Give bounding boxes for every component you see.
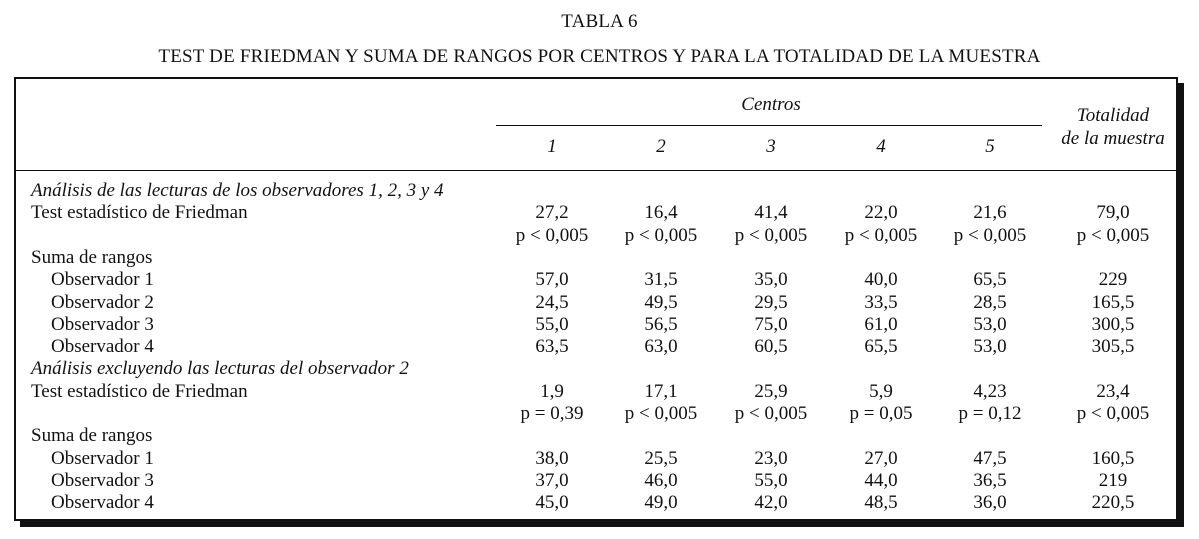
header-column-3: 3 bbox=[766, 136, 776, 157]
cell-value: 22,0 bbox=[864, 202, 898, 224]
header-column-1: 1 bbox=[547, 136, 557, 157]
row-label: Test estadístico de Friedman bbox=[31, 202, 248, 224]
cell-value: 1,9 bbox=[540, 380, 564, 402]
cell-value: 17,1 bbox=[644, 380, 678, 402]
cell-value: 65,5 bbox=[973, 269, 1007, 291]
table-row bbox=[16, 425, 1176, 447]
cell-value: 55,0 bbox=[754, 469, 788, 491]
row-label: Observador 2 bbox=[51, 291, 154, 313]
cell-value: p < 0,005 bbox=[1076, 403, 1150, 424]
cell-value: 60,5 bbox=[754, 336, 788, 358]
section-row bbox=[16, 180, 1176, 202]
cell-value: 229 bbox=[1098, 269, 1128, 291]
cell-value: p = 0,39 bbox=[520, 403, 584, 424]
cell-value: p < 0,005 bbox=[515, 224, 589, 246]
cell-value: 45,0 bbox=[535, 492, 569, 514]
cell-value: 28,5 bbox=[973, 291, 1007, 313]
row-label: Observador 3 bbox=[51, 313, 154, 335]
cell-value: 23,0 bbox=[754, 447, 788, 469]
cell-value: 61,0 bbox=[864, 313, 898, 335]
cell-value: 31,5 bbox=[644, 269, 678, 291]
cell-value: 23,4 bbox=[1096, 380, 1130, 402]
table-row bbox=[16, 492, 1176, 514]
table-caption: TEST DE FRIEDMAN Y SUMA DE RANGOS POR CENTROS Y PARA LA TOTALIDAD DE LA MUESTRA bbox=[158, 46, 1041, 67]
row-label: Test estadístico de Friedman bbox=[31, 380, 248, 402]
cell-value: 41,4 bbox=[754, 202, 788, 224]
table-row bbox=[16, 403, 1176, 425]
cell-value: p < 0,005 bbox=[734, 403, 808, 424]
cell-value: 305,5 bbox=[1091, 336, 1135, 358]
header-total-line2: de la muestra bbox=[1061, 128, 1165, 149]
table-frame bbox=[14, 77, 1178, 521]
table-row bbox=[16, 470, 1176, 492]
table-row bbox=[16, 247, 1176, 269]
header-group-rule bbox=[496, 125, 1042, 126]
cell-value: 36,5 bbox=[973, 469, 1007, 491]
cell-value: 53,0 bbox=[973, 313, 1007, 335]
cell-value: 55,0 bbox=[535, 313, 569, 335]
header-total-line1: Totalidad bbox=[1076, 105, 1150, 126]
table-row bbox=[16, 448, 1176, 470]
cell-value: 25,9 bbox=[754, 380, 788, 402]
row-label: Observador 4 bbox=[51, 336, 154, 358]
cell-value: 160,5 bbox=[1091, 447, 1135, 469]
cell-value: 25,5 bbox=[644, 447, 678, 469]
cell-value: p < 0,005 bbox=[1076, 224, 1150, 246]
table-row bbox=[16, 381, 1176, 403]
table-row bbox=[16, 269, 1176, 291]
cell-value: 24,5 bbox=[535, 291, 569, 313]
cell-value: 65,5 bbox=[864, 336, 898, 358]
cell-value: 29,5 bbox=[754, 291, 788, 313]
table-row bbox=[16, 314, 1176, 336]
row-label: Suma de rangos bbox=[31, 425, 153, 447]
cell-value: p < 0,005 bbox=[844, 224, 918, 246]
cell-value: 38,0 bbox=[535, 447, 569, 469]
cell-value: 49,0 bbox=[644, 492, 678, 514]
cell-value: 63,0 bbox=[644, 336, 678, 358]
row-label: Suma de rangos bbox=[31, 246, 153, 268]
section-row bbox=[16, 358, 1176, 380]
row-label: Observador 4 bbox=[51, 492, 154, 514]
cell-value: 16,4 bbox=[644, 202, 678, 224]
cell-value: 300,5 bbox=[1091, 313, 1135, 335]
header-column-2: 2 bbox=[656, 136, 666, 157]
cell-value: 40,0 bbox=[864, 269, 898, 291]
cell-value: 79,0 bbox=[1096, 202, 1130, 224]
row-label: Observador 1 bbox=[51, 447, 154, 469]
cell-value: 53,0 bbox=[973, 336, 1007, 358]
header-column-4: 4 bbox=[876, 136, 886, 157]
header-bottom-rule bbox=[16, 170, 1176, 171]
cell-value: 75,0 bbox=[754, 313, 788, 335]
cell-value: 165,5 bbox=[1091, 291, 1135, 313]
header-centros: Centros bbox=[741, 94, 801, 115]
cell-value: 33,5 bbox=[864, 291, 898, 313]
cell-value: 44,0 bbox=[864, 469, 898, 491]
row-label: Observador 3 bbox=[51, 469, 154, 491]
cell-value: 48,5 bbox=[864, 492, 898, 514]
row-label: Análisis excluyendo las lecturas del observador 2 bbox=[31, 358, 409, 380]
cell-value: p < 0,005 bbox=[624, 403, 698, 424]
cell-value: 27,0 bbox=[864, 447, 898, 469]
cell-value: 21,6 bbox=[973, 202, 1007, 224]
cell-value: p < 0,005 bbox=[624, 224, 698, 246]
table-row bbox=[16, 292, 1176, 314]
cell-value: 47,5 bbox=[973, 447, 1007, 469]
cell-value: 36,0 bbox=[973, 492, 1007, 514]
cell-value: 37,0 bbox=[535, 469, 569, 491]
table-row bbox=[16, 336, 1176, 358]
cell-value: 42,0 bbox=[754, 492, 788, 514]
cell-value: 57,0 bbox=[535, 269, 569, 291]
table-row bbox=[16, 225, 1176, 247]
cell-value: p < 0,005 bbox=[953, 224, 1027, 246]
cell-value: 27,2 bbox=[535, 202, 569, 224]
row-label: Análisis de las lecturas de los observadores 1, 2, 3 y 4 bbox=[31, 180, 444, 201]
cell-value: p < 0,005 bbox=[734, 224, 808, 246]
cell-value: 219 bbox=[1098, 469, 1128, 491]
cell-value: 49,5 bbox=[644, 291, 678, 313]
table-number: TABLA 6 bbox=[561, 11, 638, 32]
cell-value: 46,0 bbox=[644, 469, 678, 491]
cell-value: 220,5 bbox=[1091, 492, 1135, 514]
cell-value: p = 0,12 bbox=[958, 403, 1022, 424]
cell-value: 5,9 bbox=[869, 380, 893, 402]
table-row bbox=[16, 202, 1176, 224]
cell-value: 63,5 bbox=[535, 336, 569, 358]
header-column-5: 5 bbox=[985, 136, 995, 157]
cell-value: 4,23 bbox=[973, 380, 1007, 402]
row-label: Observador 1 bbox=[51, 269, 154, 291]
cell-value: 56,5 bbox=[644, 313, 678, 335]
cell-value: 35,0 bbox=[754, 269, 788, 291]
cell-value: p = 0,05 bbox=[849, 403, 913, 424]
